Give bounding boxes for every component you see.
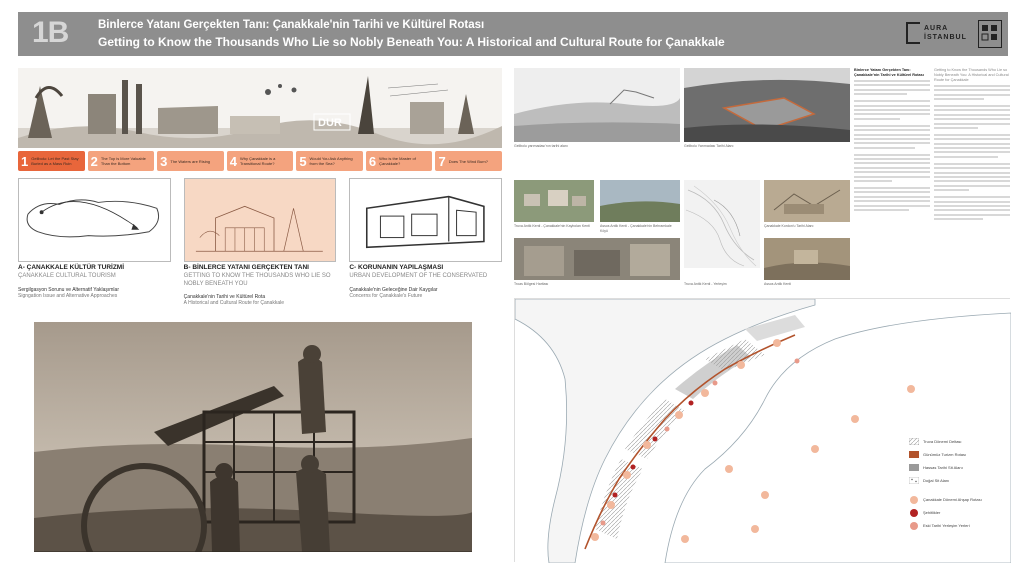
building-sketch-thumbnail [349, 178, 502, 262]
column-title: B- BİNLERCE YATANI GERÇEKTEN TANI [183, 264, 309, 271]
fortress-aerial-photo [684, 68, 850, 142]
poster-title-en: Getting to Know the Thousands Who Lie so Nobly Beneath You: A Historical and Cultural Route for Çanakkale [98, 35, 725, 49]
monument-sketch-thumbnail [184, 178, 337, 262]
step-label: The Waters are Rising [170, 158, 211, 164]
photo-caption: Gelibolu yarımadası'nın tarihi alanı [514, 144, 568, 148]
coast-photo [600, 180, 680, 222]
column-desc-en: Signgation Issue and Alternative Approaches [18, 292, 118, 299]
village-photo [514, 180, 594, 222]
concept-thumbnails [18, 178, 502, 262]
logo-bracket-icon [906, 22, 920, 44]
dot-icon [910, 496, 918, 504]
collage-illustration [18, 68, 502, 148]
legend-label: Günümüz Turizm Rotası [923, 452, 967, 457]
step-number: 1 [21, 153, 29, 169]
legend-label: Truva Dönemi Deltası [923, 439, 962, 444]
photo-caption: Truva Antik Kenti - Çanakkale'nin Kaybolan Kenti [514, 224, 590, 228]
column-desc-en: Concerns for Çanakkale's Future [349, 292, 423, 299]
column-desc-en: A Historical and Cultural Route for Çanakkale [183, 300, 284, 306]
logo-line-1: AURA [924, 25, 949, 32]
dot-icon [910, 509, 918, 517]
ancient-site-photo [764, 238, 850, 280]
topographic-map [684, 180, 760, 268]
swatch-icon [909, 464, 919, 471]
dots-swatch-icon [909, 477, 919, 484]
legend-item [909, 461, 982, 474]
text-heading-tr: Binlerce Yatanı Gerçekten Tanı: Çanakkale'nin Tarihi ve Kültürel Rotası [854, 68, 924, 77]
route-steps [18, 151, 502, 171]
legend-label: Şehitlikler [923, 510, 941, 515]
turkey-map-thumbnail [18, 178, 171, 262]
legend-label: Doğal Sit Alanı [923, 478, 950, 483]
legend-item [909, 506, 982, 519]
step-label: The Top is More Valuable Than the Bottom [100, 156, 146, 166]
route-step[interactable] [157, 151, 224, 171]
map-legend [909, 435, 982, 532]
legend-label: Çanakkale Dönemi Ahşap Rotası [923, 497, 982, 502]
historic-soldiers-photo [34, 322, 472, 552]
step-label: Gelibolu: Let the Past Stay Buried as a Mass Ruin [31, 156, 79, 166]
route-step[interactable] [296, 151, 363, 171]
step-label: Why Çanakkale is a Transitional Route? [239, 156, 276, 166]
poster-header [18, 12, 1008, 56]
photo-caption: Assos Antik Kenti - Çanakkale'nin Behramkale Köyü [600, 224, 672, 233]
column-desc-tr: Sergilgasyon Sorunu ve Alternatif Yaklaşımlar [18, 286, 119, 293]
text-heading-en: Getting to Know the Thousands Who Lie so Nobly Beneath You: A Historical and Cultural Route for Çanakkale [934, 68, 1009, 82]
concept-column-b [184, 264, 337, 306]
legend-label: Eski Tarihi Yerleşim Yerleri [923, 523, 970, 528]
route-step[interactable] [18, 151, 85, 171]
coastline-photo [514, 68, 680, 142]
step-number: 7 [438, 153, 446, 169]
photo-caption: Truva Antik Kenti - Yerleşim [684, 282, 727, 286]
column-desc-tr: Çanakkale'nin Tarihi ve Kültürel Rota [183, 294, 266, 300]
column-subtitle: GETTING TO KNOW THE THOUSANDS WHO LIE SO NOBLY BENEATH YOU [183, 273, 331, 287]
legend-item [909, 448, 982, 461]
column-subtitle: URBAN DEVELOPMENT OF THE CONSERVATED [349, 273, 488, 279]
route-step[interactable] [366, 151, 433, 171]
logo-line-2: İSTANBUL [924, 34, 967, 41]
step-number: 6 [368, 153, 377, 169]
ruins-photo [514, 238, 680, 280]
route-step[interactable] [227, 151, 294, 171]
column-title: A- ÇANAKKALE KÜLTÜR TURİZMİ [18, 264, 125, 271]
step-number: 5 [299, 153, 307, 169]
route-research-board [514, 66, 1010, 292]
monument-sketch-icon [185, 179, 336, 261]
photo-caption: Assos Antik Kenti [764, 282, 792, 286]
building-sketch-icon [350, 179, 501, 261]
swatch-icon [909, 451, 919, 458]
poster-title-tr: Binlerce Yatanı Gerçekten Tanı: Çanakkale'nin Tarihi ve Kültürel Rotası [98, 19, 485, 31]
photo-caption: Troas Bölgesi Haritası [514, 282, 549, 286]
legend-item [909, 493, 982, 506]
step-label: Would You Ask Anything from the Sea? [309, 156, 353, 166]
route-map-panel [514, 298, 1010, 562]
route-step[interactable] [435, 151, 502, 171]
poster-code: 1B [32, 16, 69, 49]
text-column-tr [854, 68, 930, 213]
step-number: 4 [229, 153, 237, 169]
partner-logo-icon [978, 20, 1002, 48]
turkey-outline-icon [19, 179, 170, 261]
concept-column-c [349, 264, 502, 306]
dot-icon [910, 522, 918, 530]
route-step[interactable] [88, 151, 155, 171]
step-number: 3 [160, 153, 168, 169]
step-label: Does The Wind Burn? [448, 158, 488, 164]
column-title: C- KORUNANIN YAPILAŞMASI [349, 264, 444, 271]
column-subtitle: ÇANAKKALE CULTURAL TOURISM [18, 273, 116, 279]
photo-caption: Gelibolu Yarımadası Tarihi Alanı [684, 144, 734, 148]
excavation-photo [764, 180, 850, 222]
legend-item [909, 519, 982, 532]
dur-sign-text: DUR [318, 117, 342, 129]
concept-columns [18, 264, 502, 306]
aura-istanbul-logo [906, 22, 967, 44]
partner-logo-mark-icon [980, 23, 1000, 45]
concept-column-a [18, 264, 171, 306]
hatch-swatch-icon [909, 438, 919, 445]
legend-item [909, 474, 982, 487]
route-concept-panel [14, 66, 506, 314]
text-column-en [934, 68, 1010, 223]
photo-caption: Çanakkale Kordon'u Tarihi Alanı [764, 224, 814, 228]
step-label: Who is the Master of Çanakkale? [379, 156, 416, 166]
step-number: 2 [90, 153, 98, 169]
legend-item [909, 435, 982, 448]
column-desc-tr: Çanakkale'nin Geleceğine Dair Kaygılar [349, 286, 438, 293]
legend-label: Hassas Tarihi Sit Alanı [923, 465, 963, 470]
